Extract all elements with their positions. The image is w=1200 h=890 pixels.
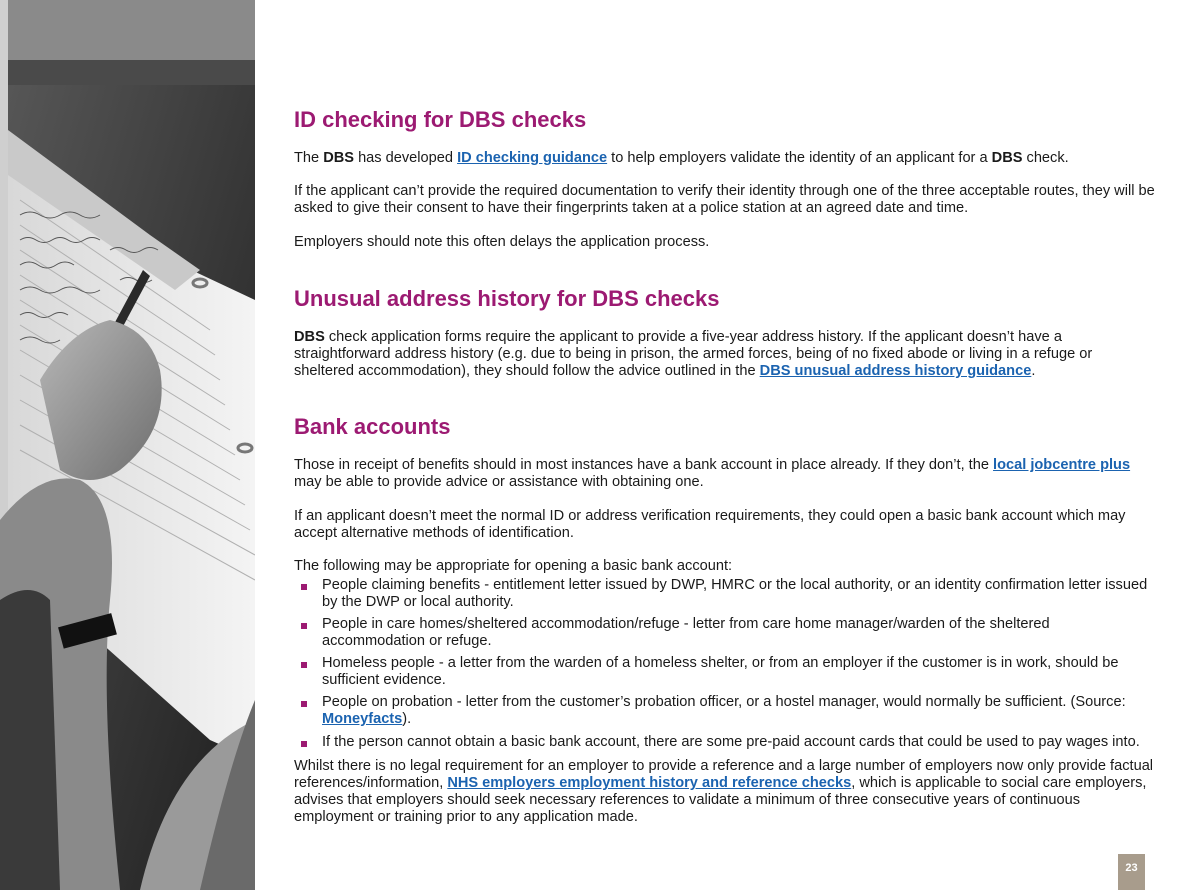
dbs-bold: DBS: [323, 150, 355, 166]
list-item: People in care homes/sheltered accommodation/refuge - letter from care home manager/warden of the sheltered accommodation or refuge.: [294, 616, 1156, 650]
heading-bank-accounts: Bank accounts: [294, 414, 451, 439]
side-photo: [0, 0, 255, 890]
list-item: People on probation - letter from the customer’s probation officer, or a hostel manager, would normally be sufficient. (Source: Moneyfacts).: [294, 694, 1156, 728]
list-item: Homeless people - a letter from the warden of a homeless shelter, or from an employer if the customer is in work, should be sufficient evidence.: [294, 655, 1156, 689]
paragraph-following-may-be: The following may be appropriate for opening a basic bank account:: [294, 558, 733, 574]
paragraph-benefits: Those in receipt of benefits should in most instances have a bank account in place already. If they don’t, the local jobcentre plus may be able to provide advice or assistance with obtaining one.: [294, 457, 1131, 490]
paragraph-basic-bank-account: If an applicant doesn’t meet the normal ID or address verification requirements, they could open a basic bank account which may accept alternative methods of identification.: [294, 508, 1126, 541]
list-item: If the person cannot obtain a basic bank account, there are some pre-paid account cards that could be used to pay wages into.: [294, 734, 1156, 751]
paragraph-fingerprints: If the applicant can’t provide the required documentation to verify their identity through one of the three acceptable routes, they will be asked to give their consent to have their fingerprints taken at a police station at an agreed date and time.: [294, 183, 1155, 216]
dbs-bold: DBS: [294, 329, 325, 345]
local-jobcentre-plus-link[interactable]: local jobcentre plus: [993, 457, 1131, 473]
paragraph-address-history: DBS check application forms require the applicant to provide a five-year address history. If the applicant doesn’t have a straightforward address history (e.g. due to being in prison, the armed forces, being of no fixed abode or living in a refuge or sheltered accommodation), they should follow the advice outlined in the DBS unusual address history guidance.: [294, 329, 1093, 379]
id-checking-guidance-link[interactable]: ID checking guidance: [457, 150, 608, 166]
bullet-square-icon: [301, 623, 307, 629]
dbs-unusual-address-guidance-link[interactable]: DBS unusual address history guidance: [759, 363, 1032, 379]
dbs-bold: DBS: [991, 150, 1023, 166]
paragraph-references: Whilst there is no legal requirement for an employer to provide a reference and a large number of employers now only provide factual references/information, NHS employers employment history and reference checks, which is applicable to social care employers, advises that employers should seek necessary references to validate a minimum of three consecutive years of continuous employment or training prior to any application made.: [294, 758, 1154, 825]
bullet-square-icon: [301, 701, 307, 707]
heading-id-checking: ID checking for DBS checks: [294, 107, 587, 132]
photo-illustration: [0, 0, 255, 890]
bullet-square-icon: [301, 662, 307, 668]
page-number: 23: [1118, 854, 1145, 890]
nhs-employers-reference-checks-link[interactable]: NHS employers employment history and reference checks: [447, 775, 852, 791]
bullet-square-icon: [301, 584, 307, 590]
moneyfacts-link[interactable]: Moneyfacts: [322, 711, 403, 727]
paragraph-employers-note: Employers should note this often delays the application process.: [294, 234, 710, 250]
list-item: People claiming benefits - entitlement letter issued by DWP, HMRC or the local authority, or an identity confirmation letter issued by the DWP or local authority.: [294, 577, 1156, 611]
heading-unusual-address: Unusual address history for DBS checks: [294, 286, 720, 311]
bullet-square-icon: [301, 741, 307, 747]
paragraph-id-checking-intro: The DBS has developed ID checking guidance to help employers validate the identity of an applicant for a DBS check.: [294, 150, 1069, 166]
